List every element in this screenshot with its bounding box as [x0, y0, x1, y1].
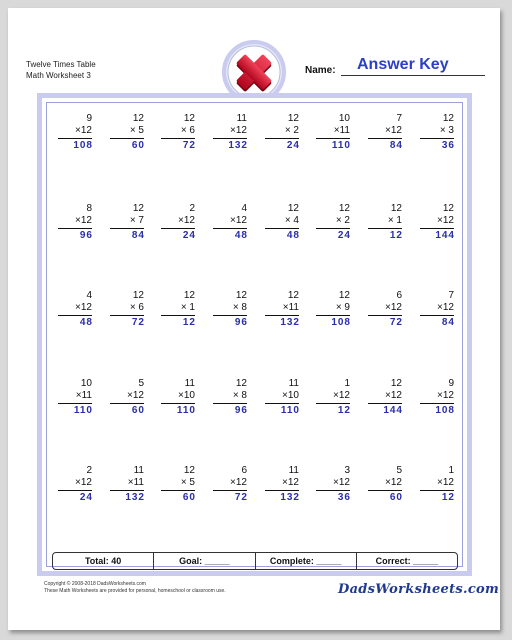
problem-rule: [420, 228, 454, 229]
problem-item: [368, 290, 402, 329]
problem-multiplier: ×10: [282, 390, 299, 401]
problem-answer: 72: [389, 317, 403, 328]
goal-cell: Goal: _____: [154, 553, 255, 569]
problem-item: [368, 378, 402, 417]
problem-multiplier: ×12: [333, 477, 350, 488]
problem-item: [265, 290, 299, 329]
problem-multiplicand: 12: [183, 113, 195, 124]
problem-answer: 24: [286, 140, 300, 151]
problem-answer: 48: [234, 230, 248, 241]
problem-item: [110, 113, 144, 152]
problem-multiplier: ×12: [385, 477, 402, 488]
problem-answer: 96: [234, 405, 248, 416]
problem-item: [58, 113, 92, 152]
problem-multiplicand: 12: [390, 378, 402, 389]
problem-item: [316, 378, 350, 417]
problem-item: [213, 465, 247, 504]
problem-multiplicand: 12: [338, 290, 350, 301]
problem-rule: [161, 315, 195, 316]
problem-multiplicand: 10: [338, 113, 350, 124]
problem-multiplicand: 9: [448, 378, 454, 389]
problem-multiplicand: 1: [448, 465, 454, 476]
problem-rule: [368, 315, 402, 316]
problem-item: [58, 203, 92, 242]
problem-answer: 132: [280, 317, 300, 328]
problem-multiplicand: 5: [396, 465, 402, 476]
problem-answer: 24: [182, 230, 196, 241]
problem-multiplier: ×12: [230, 125, 247, 136]
problem-answer: 108: [73, 140, 93, 151]
problems-panel: [37, 93, 472, 576]
problem-item: [213, 378, 247, 417]
problem-rule: [58, 138, 92, 139]
problem-rule: [265, 315, 299, 316]
copyright-notice: [44, 581, 226, 595]
problem-multiplier: ×12: [75, 302, 92, 313]
problem-answer: 12: [337, 405, 351, 416]
problem-answer: 24: [79, 492, 93, 503]
problem-answer: 60: [389, 492, 403, 503]
problem-rule: [213, 315, 247, 316]
problem-multiplier: ×12: [75, 125, 92, 136]
problem-multiplier: × 6: [129, 302, 144, 313]
problem-answer: 12: [182, 317, 196, 328]
problem-rule: [265, 228, 299, 229]
problem-multiplier: ×12: [385, 302, 402, 313]
problem-multiplier: ×11: [333, 125, 350, 136]
problem-multiplicand: 2: [189, 203, 195, 214]
problem-multiplicand: 7: [396, 113, 402, 124]
problem-answer: 110: [331, 140, 351, 151]
problem-item: [420, 290, 454, 329]
problem-rule: [58, 490, 92, 491]
problem-answer: 48: [79, 317, 93, 328]
problem-multiplier: × 2: [335, 215, 350, 226]
problem-multiplicand: 1: [344, 378, 350, 389]
problem-answer: 132: [228, 140, 248, 151]
problem-answer: 60: [131, 405, 145, 416]
problem-multiplier: × 8: [232, 390, 247, 401]
problem-answer: 84: [441, 317, 455, 328]
problem-multiplicand: 12: [183, 290, 195, 301]
problem-item: [58, 290, 92, 329]
problem-rule: [110, 138, 144, 139]
problem-multiplier: × 1: [387, 215, 402, 226]
problem-multiplicand: 11: [184, 378, 195, 389]
problem-multiplicand: 11: [288, 465, 299, 476]
problem-multiplier: × 9: [335, 302, 350, 313]
problem-item: [368, 465, 402, 504]
problem-rule: [161, 490, 195, 491]
problem-item: [213, 203, 247, 242]
problem-multiplicand: 12: [132, 290, 144, 301]
problem-item: [161, 290, 195, 329]
problem-answer: 132: [125, 492, 145, 503]
problem-rule: [161, 228, 195, 229]
problem-multiplicand: 12: [390, 203, 402, 214]
problem-multiplicand: 9: [86, 113, 92, 124]
correct-cell: Correct: _____: [375, 556, 439, 566]
problem-answer: 36: [441, 140, 455, 151]
problem-multiplier: ×12: [437, 302, 454, 313]
problem-multiplier: × 2: [284, 125, 299, 136]
problem-answer: 108: [435, 405, 455, 416]
problem-item: [58, 465, 92, 504]
problem-item: [368, 113, 402, 152]
problem-item: [420, 465, 454, 504]
problem-item: [368, 203, 402, 242]
problem-rule: [265, 403, 299, 404]
problem-answer: 24: [337, 230, 351, 241]
problem-answer: 60: [131, 140, 145, 151]
problem-multiplier: ×12: [437, 390, 454, 401]
brand-logo: DadsWorksheets.com: [338, 582, 500, 597]
complete-cell: Complete: _____: [256, 553, 357, 569]
problem-item: [58, 378, 92, 417]
name-underline: [341, 75, 485, 76]
problem-item: [110, 378, 144, 417]
problem-answer: 144: [383, 405, 403, 416]
problem-multiplicand: 7: [448, 290, 454, 301]
problem-rule: [110, 490, 144, 491]
problem-item: [265, 378, 299, 417]
problem-multiplicand: 12: [235, 378, 247, 389]
problem-answer: 84: [389, 140, 403, 151]
problem-item: [213, 290, 247, 329]
problem-multiplicand: 12: [287, 113, 299, 124]
problem-rule: [265, 490, 299, 491]
problem-answer: 12: [389, 230, 403, 241]
problem-item: [161, 113, 195, 152]
problem-multiplier: ×12: [178, 215, 195, 226]
problem-item: [316, 290, 350, 329]
problem-multiplier: ×12: [282, 477, 299, 488]
problem-rule: [420, 315, 454, 316]
problem-multiplicand: 6: [396, 290, 402, 301]
total-cell: Total: 40: [53, 553, 154, 569]
problem-item: [161, 378, 195, 417]
problem-multiplier: ×11: [282, 302, 299, 313]
problem-multiplier: ×12: [230, 477, 247, 488]
problem-rule: [110, 315, 144, 316]
problem-multiplicand: 5: [138, 378, 144, 389]
problem-multiplier: ×12: [385, 390, 402, 401]
problem-rule: [316, 228, 350, 229]
problem-item: [265, 203, 299, 242]
problem-rule: [213, 403, 247, 404]
problem-item: [265, 113, 299, 152]
name-field: [305, 54, 485, 78]
problem-rule: [58, 228, 92, 229]
problem-multiplier: ×11: [75, 390, 92, 401]
problem-multiplicand: 11: [133, 465, 144, 476]
problem-rule: [161, 403, 195, 404]
problem-item: [110, 290, 144, 329]
name-label: Name:: [305, 65, 336, 76]
problem-answer: 48: [286, 230, 300, 241]
problem-answer: 84: [131, 230, 145, 241]
problem-multiplier: × 5: [180, 477, 195, 488]
problem-rule: [368, 228, 402, 229]
problem-rule: [316, 315, 350, 316]
problem-multiplicand: 12: [287, 290, 299, 301]
problem-rule: [110, 403, 144, 404]
problem-multiplicand: 11: [236, 113, 247, 124]
problem-multiplier: ×12: [75, 477, 92, 488]
problem-item: [316, 203, 350, 242]
problem-answer: 132: [280, 492, 300, 503]
worksheet-title: [26, 59, 96, 81]
problem-answer: 60: [182, 492, 196, 503]
problem-item: [161, 203, 195, 242]
problem-answer: 96: [79, 230, 93, 241]
problem-answer: 144: [435, 230, 455, 241]
problem-answer: 110: [176, 405, 196, 416]
problem-item: [213, 113, 247, 152]
problem-item: [110, 203, 144, 242]
problem-answer: 72: [234, 492, 248, 503]
problem-answer: 110: [280, 405, 300, 416]
problem-multiplier: × 3: [439, 125, 454, 136]
problem-item: [420, 113, 454, 152]
problem-multiplier: × 7: [129, 215, 144, 226]
problem-rule: [420, 490, 454, 491]
problem-multiplier: ×10: [178, 390, 195, 401]
problem-item: [316, 465, 350, 504]
problem-multiplicand: 12: [442, 203, 454, 214]
problem-multiplicand: 11: [288, 378, 299, 389]
problem-item: [161, 465, 195, 504]
problem-multiplier: × 1: [180, 302, 195, 313]
problem-multiplier: × 8: [232, 302, 247, 313]
problem-multiplicand: 12: [338, 203, 350, 214]
problem-answer: 12: [441, 492, 455, 503]
problem-rule: [213, 138, 247, 139]
problem-multiplier: × 4: [284, 215, 299, 226]
problem-rule: [213, 228, 247, 229]
problem-rule: [213, 490, 247, 491]
problem-rule: [368, 138, 402, 139]
problem-multiplicand: 2: [86, 465, 92, 476]
problem-rule: [110, 228, 144, 229]
problem-multiplicand: 8: [86, 203, 92, 214]
title-line-1: Twelve Times Table: [26, 60, 96, 69]
problem-multiplicand: 12: [287, 203, 299, 214]
answer-key-text: Answer Key: [357, 56, 449, 73]
problem-answer: 110: [73, 405, 93, 416]
problem-answer: 36: [337, 492, 351, 503]
problem-multiplicand: 10: [80, 378, 92, 389]
problem-multiplier: ×12: [75, 215, 92, 226]
problem-rule: [316, 490, 350, 491]
problem-multiplicand: 12: [442, 113, 454, 124]
problem-multiplicand: 6: [241, 465, 247, 476]
problem-rule: [420, 403, 454, 404]
problem-multiplier: ×11: [127, 477, 144, 488]
problem-answer: 72: [131, 317, 145, 328]
problem-item: [316, 113, 350, 152]
problem-answer: 72: [182, 140, 196, 151]
score-bar: [52, 552, 458, 570]
problem-answer: 108: [331, 317, 351, 328]
problem-rule: [58, 315, 92, 316]
problem-multiplier: ×12: [385, 125, 402, 136]
problem-rule: [368, 403, 402, 404]
problem-multiplicand: 12: [183, 465, 195, 476]
problem-item: [420, 203, 454, 242]
problem-multiplier: ×12: [127, 390, 144, 401]
problem-multiplicand: 12: [132, 113, 144, 124]
problem-multiplier: ×12: [437, 477, 454, 488]
problem-answer: 96: [234, 317, 248, 328]
problem-multiplicand: 12: [132, 203, 144, 214]
problem-multiplier: ×12: [333, 390, 350, 401]
problem-item: [110, 465, 144, 504]
copyright-line-2: These Math Worksheets are provided for personal, homeschool or classroom use.: [44, 588, 226, 594]
problem-rule: [316, 138, 350, 139]
problem-rule: [420, 138, 454, 139]
problem-rule: [58, 403, 92, 404]
problem-multiplier: × 6: [180, 125, 195, 136]
problem-multiplier: ×12: [230, 215, 247, 226]
problem-multiplicand: 4: [86, 290, 92, 301]
problem-rule: [161, 138, 195, 139]
problem-rule: [316, 403, 350, 404]
problem-multiplicand: 4: [241, 203, 247, 214]
problem-item: [265, 465, 299, 504]
problem-multiplier: ×12: [437, 215, 454, 226]
copyright-line-1: Copyright © 2008-2018 DadsWorksheets.com: [44, 581, 146, 587]
title-line-2: Math Worksheet 3: [26, 71, 91, 80]
problem-multiplicand: 12: [235, 290, 247, 301]
problem-rule: [265, 138, 299, 139]
problem-multiplicand: 3: [344, 465, 350, 476]
problem-item: [420, 378, 454, 417]
problem-rule: [368, 490, 402, 491]
problem-multiplier: × 5: [129, 125, 144, 136]
